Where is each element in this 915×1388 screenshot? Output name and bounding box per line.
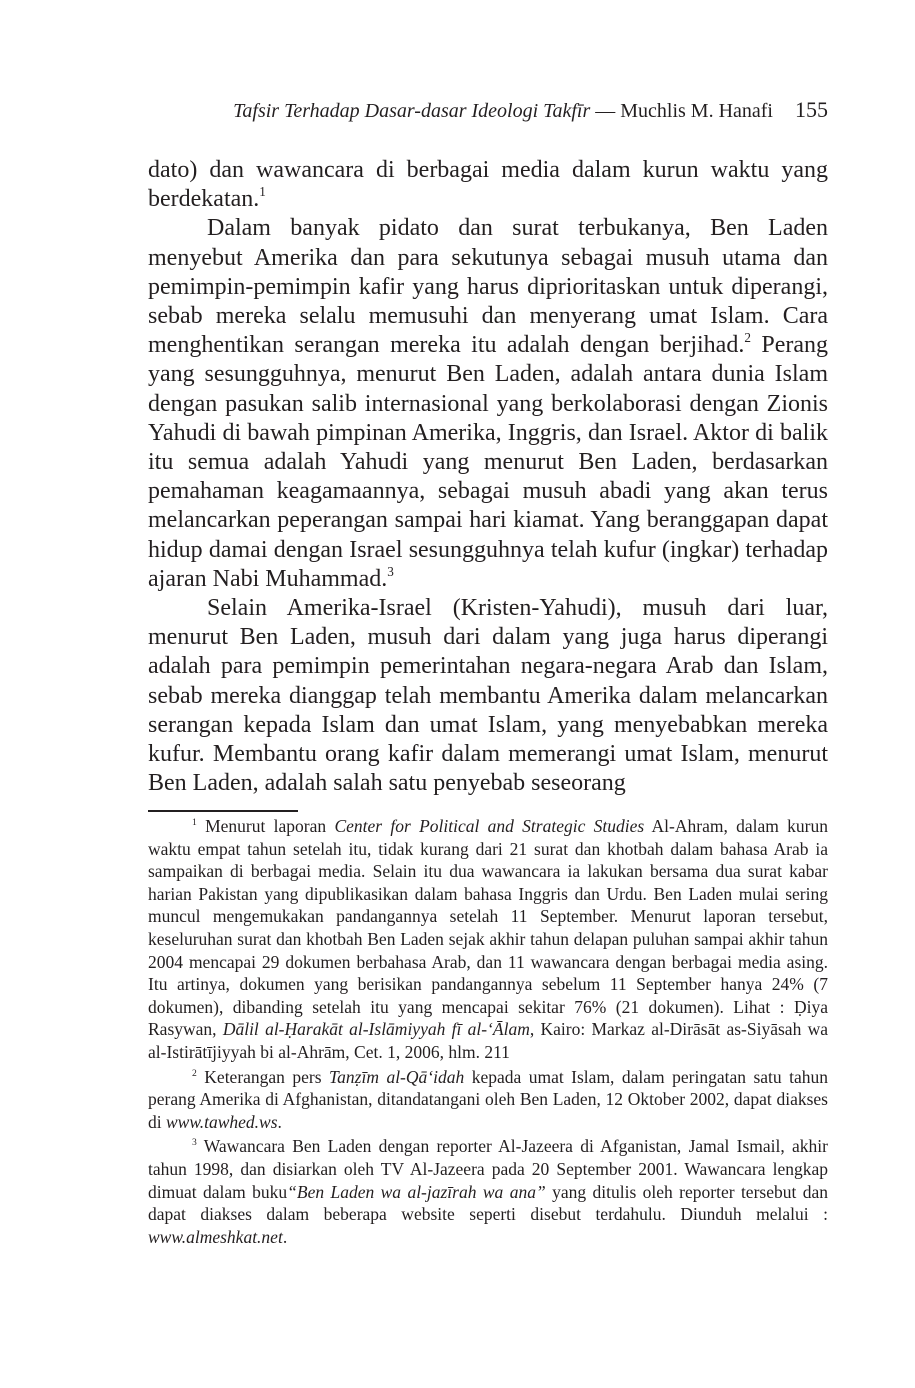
footnote-3 (148, 1135, 828, 1248)
footnote-3-text-3: . (282, 1226, 288, 1247)
footnote-1-text-1: Menurut laporan (196, 816, 335, 836)
paragraph-2-text-a: Dalam banyak pidato dan surat terbukanya, Ben Laden menyebut Amerika dan para sekutunya sebagai musuh utama dan pemimpin-pemimpin kafir yang harus diprioritaskan untuk diperangi, sebab mereka selalu memusuhi dan menyerang umat Islam. Cara menghentikan serangan mereka itu adalah dengan berjihad. (148, 215, 828, 359)
footnote-1 (148, 815, 828, 1064)
footnote-ref-1: 1 (259, 184, 266, 200)
footnote-1-text-3: , Kairo: Markaz al-Dirāsāt as-Siyāsah wa al-Istirātījiyyah bi al-Ahrām, Cet. 1, 2006, hlm. 211 (148, 1019, 829, 1062)
footnote-1-italic-1: Center for Political and Strategic Studies (334, 816, 645, 836)
footnote-ref-2: 2 (744, 330, 751, 346)
footnote-1-italic-2: Dālil al-Ḥarakāt al-Islāmiyyah fī al-‘Ālam (222, 1019, 530, 1040)
footnote-3-text-2: yang ditulis oleh reporter tersebut dan dapat diakses dalam beberapa website seperti disebut terdahulu. Diunduh melalui : (148, 1181, 828, 1225)
footnote-2-number: 2 (192, 1067, 197, 1079)
footnote-1-text-2: Al-Ahram, dalam kurun waktu empat tahun setelah itu, tidak kurang dari 21 surat dan khotbah dalam bahasa Arab ia sampaikan di berbagai media. Selain itu dua wawancara ia lakukan bersama dua surat kabar harian Pakistan yang dipublikasikan dalam bahasa Inggris dan Urdu. Ben Laden mulai sering muncul mengemukakan pandangannya setelah 11 September. Menurut laporan tersebut, keseluruhan surat dan khotbah Ben Laden sejak akhir tahun delapan puluhan sampai akhir tahun 2004 mencapai 29 dokumen berbahasa Arab, dan 11 wawancara dengan berbagai media asing. Itu artinya, dokumen yang berisikan pandangannya sebelum 11 September hanya 24% (7 dokumen), dibanding setelah itu yang mencapai sekitar 76% (21 dokumen). Lihat : Ḍiya Rasywan, (148, 816, 828, 1040)
paragraph-3 (148, 594, 828, 798)
footnote-2-text-3: . (277, 1111, 282, 1132)
footnote-2-text-2: kepada umat Islam, dalam peringatan satu tahun perang Amerika di Afghanistan, ditandatangani oleh Ben Laden, 12 Oktober 2002, dapat diakses di (148, 1066, 828, 1132)
body-text (148, 156, 828, 798)
footnote-3-italic-1: “Ben Laden wa al-jazīrah wa ana” (287, 1181, 546, 1202)
footnote-3-number: 3 (192, 1137, 197, 1149)
paragraph-2-text-b: Perang yang sesungguhnya, menurut Ben Laden, adalah antara dunia Islam dengan pasukan salib internasional yang berkolaborasi dengan Zionis Yahudi di bawah pimpinan Amerika, Inggris, dan Israel. Aktor di balik itu semua adalah Yahudi yang menurut Ben Laden, berdasarkan pemahaman keagamaannya, sebagai musuh abadi yang akan terus melancarkan peperangan sampai hari kiamat. Yang beranggapan dapat hidup damai dengan Israel sesungguhnya telah kufur (ingkar) terhadap ajaran Nabi Muhammad. (148, 332, 828, 592)
paragraph-1-text: dato) dan wawancara di berbagai media dalam kurun waktu yang berdekatan. (148, 157, 828, 213)
paragraph-1 (148, 156, 828, 214)
header-author: Muchlis M. Hanafi (620, 100, 773, 122)
header-separator: — (590, 100, 621, 122)
running-title: Tafsir Terhadap Dasar-dasar Ideologi Takfīr (233, 100, 591, 122)
footnote-rule (148, 810, 298, 812)
paragraph-3-text: Selain Amerika-Israel (Kristen-Yahudi), musuh dari luar, menurut Ben Laden, musuh dari dalam yang juga harus diperangi adalah para pemimpin pemerintahan negara-negara Arab dan Islam, sebab mereka dianggap telah membantu Amerika dalam melancarkan serangan kepada Islam dan umat Islam, yang menyebabkan mereka kufur. Membantu orang kafir dalam memerangi umat Islam, menurut Ben Laden, adalah salah satu penyebab seseorang (148, 595, 828, 797)
running-header (148, 96, 828, 125)
footnote-3-text-1: Wawancara Ben Laden dengan reporter Al-Jazeera di Afganistan, Jamal Ismail, akhir tahun 1998, dan disiarkan oleh TV Al-Jazeera pada 20 September 2001. Wawancara lengkap dimuat dalam buku (148, 1136, 828, 1202)
footnote-2 (148, 1066, 828, 1134)
paragraph-2 (148, 214, 828, 594)
footnote-2-italic-1: Tanẓīm al-Qā‘idah (329, 1066, 465, 1087)
footnote-ref-3: 3 (387, 563, 394, 579)
footnote-3-url: www.almeshkat.net (148, 1226, 283, 1247)
footnote-2-url: www.tawhed.ws (166, 1111, 278, 1132)
footnotes (148, 815, 828, 1250)
footnote-1-number: 1 (192, 816, 197, 828)
page-number: 155 (795, 97, 828, 122)
footnote-2-text-1: Keterangan pers (196, 1066, 330, 1087)
